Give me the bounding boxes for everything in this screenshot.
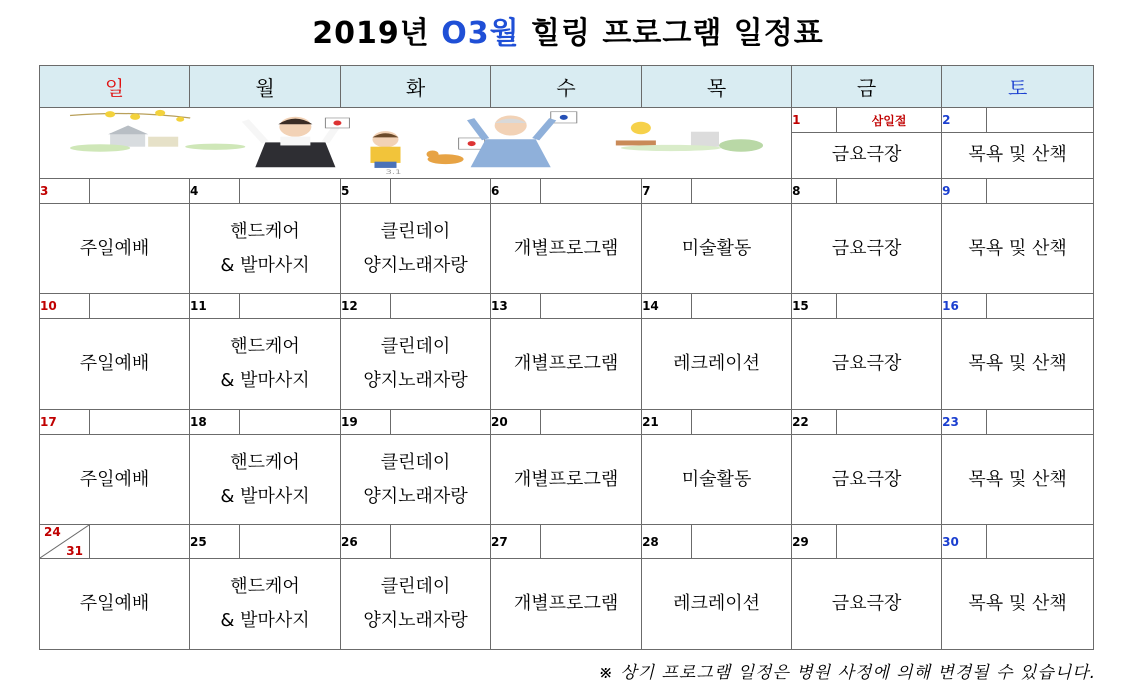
date-cell: 3: [40, 178, 90, 203]
date-cell: 17: [40, 409, 90, 434]
date-cell: 4: [190, 178, 240, 203]
header-mon: 월: [190, 66, 341, 108]
activity-cell: 클린데이 양지노래자랑: [341, 319, 491, 410]
activity-cell: 목욕 및 산책: [942, 434, 1094, 525]
date-cell: 7: [642, 178, 692, 203]
date-cell: 5: [341, 178, 391, 203]
activity-cell: 미술활동: [642, 203, 792, 294]
date-cell: 8: [792, 178, 837, 203]
date-cell: 22: [792, 409, 837, 434]
title-month: O3월: [441, 16, 520, 51]
activity-cell: 레크레이션: [642, 559, 792, 650]
date-cell: 31: [66, 544, 83, 559]
activity-cell: 금요극장: [792, 203, 942, 294]
activity-cell: 금요극장: [792, 133, 942, 179]
date-cell: 18: [190, 409, 240, 434]
split-date-cell: [40, 525, 90, 559]
date-cell: 24: [44, 525, 61, 540]
date-cell: 26: [341, 525, 391, 559]
activity-cell: 클린데이 양지노래자랑: [341, 203, 491, 294]
header-wed: 수: [491, 66, 642, 108]
activity-cell: 클린데이 양지노래자랑: [341, 559, 491, 650]
page-title: [0, 8, 1136, 52]
samiljeol-illustration: [40, 108, 792, 179]
activity-cell: 개별프로그램: [491, 203, 642, 294]
week2-date-row: [40, 178, 1094, 203]
holiday-label: 삼일절: [837, 108, 942, 133]
date-cell: 19: [341, 409, 391, 434]
activity-cell: 핸드케어 & 발마사지: [190, 434, 341, 525]
activity-cell: 핸드케어 & 발마사지: [190, 319, 341, 410]
schedule-table: [39, 65, 1094, 650]
header-tue: 화: [341, 66, 491, 108]
activity-cell: 목욕 및 산책: [942, 319, 1094, 410]
date-cell: 29: [792, 525, 837, 559]
header-fri: 금: [792, 66, 942, 108]
activity-cell: 미술활동: [642, 434, 792, 525]
date-cell: 6: [491, 178, 541, 203]
activity-cell: 목욕 및 산책: [942, 559, 1094, 650]
week3-date-row: [40, 294, 1094, 319]
date-cell: 13: [491, 294, 541, 319]
date-cell: 10: [40, 294, 90, 319]
title-year: 2019년: [312, 16, 430, 51]
date-cell: 20: [491, 409, 541, 434]
activity-cell: 개별프로그램: [491, 434, 642, 525]
date-cell: 25: [190, 525, 240, 559]
activity-cell: 핸드케어 & 발마사지: [190, 203, 341, 294]
header-thu: 목: [642, 66, 792, 108]
activity-cell: 주일예배: [40, 434, 190, 525]
activity-cell: 금요극장: [792, 559, 942, 650]
activity-cell: 금요극장: [792, 319, 942, 410]
date-cell: 9: [942, 178, 987, 203]
activity-cell: 핸드케어 & 발마사지: [190, 559, 341, 650]
illustration-caption: 3.1: [385, 168, 402, 176]
date-cell: 2: [942, 108, 987, 133]
activity-cell: 주일예배: [40, 203, 190, 294]
footnote: ※ 상기 프로그램 일정은 병원 사정에 의해 변경될 수 있습니다.: [598, 663, 1096, 683]
date-cell: 12: [341, 294, 391, 319]
date-cell: 27: [491, 525, 541, 559]
activity-cell: 목욕 및 산책: [942, 203, 1094, 294]
week5-activity-row: [40, 559, 1094, 650]
activity-cell: 목욕 및 산책: [942, 133, 1094, 179]
week4-date-row: [40, 409, 1094, 434]
activity-cell: 개별프로그램: [491, 559, 642, 650]
date-cell: 1: [792, 108, 837, 133]
date-cell: 14: [642, 294, 692, 319]
weekday-header-row: [40, 66, 1094, 108]
header-sun: 일: [40, 66, 190, 108]
header-sat: 토: [942, 66, 1094, 108]
activity-cell: 주일예배: [40, 319, 190, 410]
date-cell: 16: [942, 294, 987, 319]
activity-cell: 클린데이 양지노래자랑: [341, 434, 491, 525]
activity-cell: 레크레이션: [642, 319, 792, 410]
date-cell: 30: [942, 525, 987, 559]
date-cell: 21: [642, 409, 692, 434]
activity-cell: 금요극장: [792, 434, 942, 525]
date-cell: 11: [190, 294, 240, 319]
activity-cell: 개별프로그램: [491, 319, 642, 410]
week3-activity-row: [40, 319, 1094, 410]
date-cell: 28: [642, 525, 692, 559]
week1-date-row: [40, 108, 1094, 133]
date-cell: 15: [792, 294, 837, 319]
activity-cell: 주일예배: [40, 559, 190, 650]
date-cell: 23: [942, 409, 987, 434]
title-rest: 힐링 프로그램 일정표: [531, 16, 824, 51]
week4-activity-row: [40, 434, 1094, 525]
week5-date-row: [40, 525, 1094, 559]
week2-activity-row: [40, 203, 1094, 294]
